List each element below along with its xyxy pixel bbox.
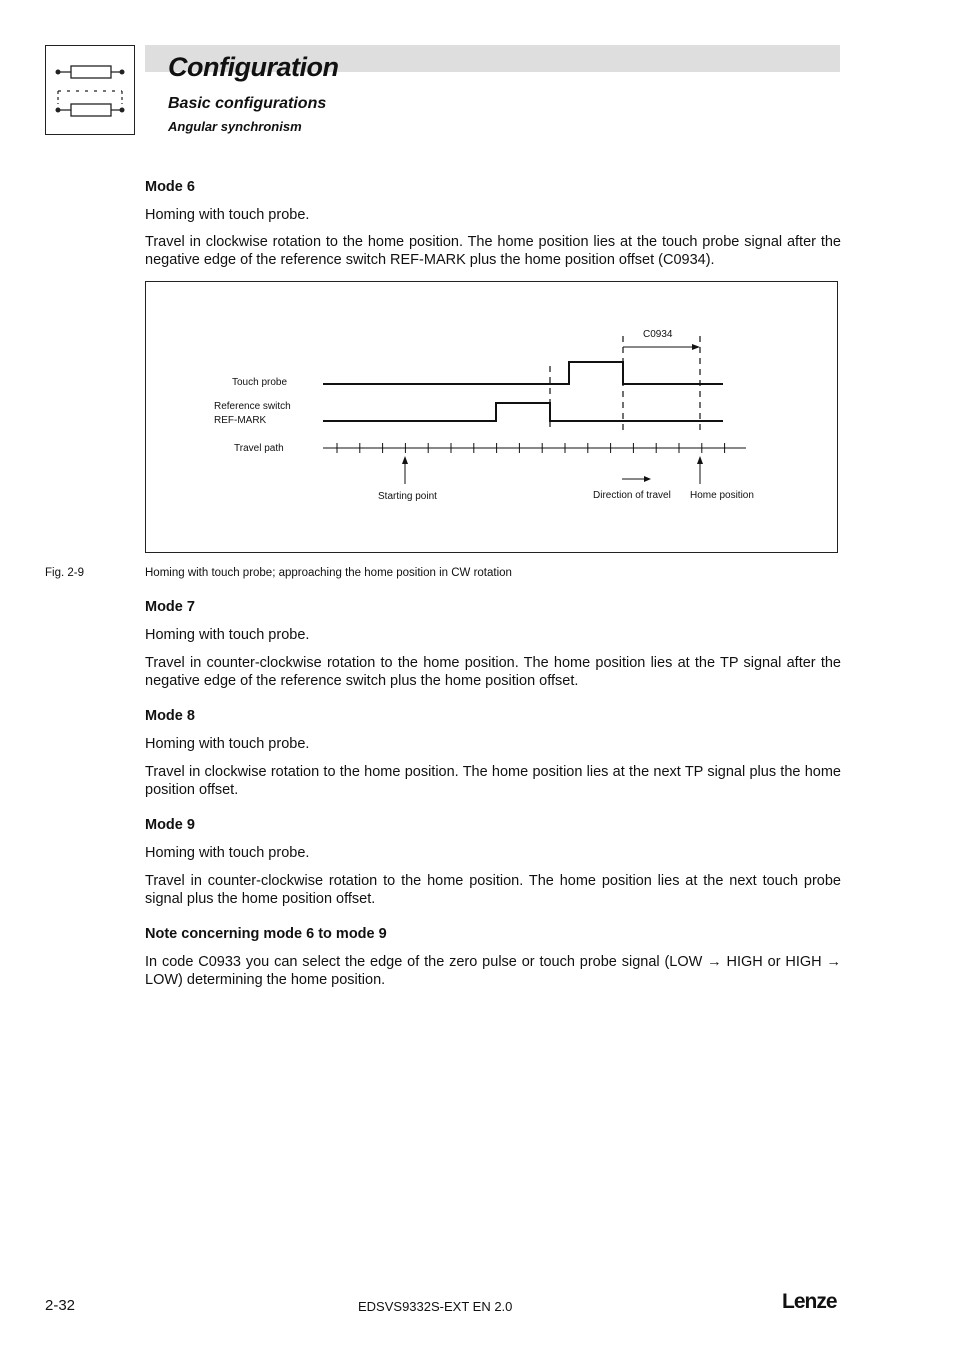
mode8-intro: Homing with touch probe. bbox=[145, 736, 310, 752]
mode7-heading: Mode 7 bbox=[145, 599, 195, 615]
ref-mark-label: REF-MARK bbox=[214, 415, 267, 426]
direction-arrow-head bbox=[644, 476, 651, 482]
figure-caption: Homing with touch probe; approaching the home position in CW rotation bbox=[145, 567, 512, 579]
mode8-description: Travel in clockwise rotation to the home position. The home position lies at the next TP signal plus the home position offset. bbox=[145, 764, 841, 798]
reference-switch-signal bbox=[323, 403, 723, 421]
mode8-heading: Mode 8 bbox=[145, 708, 195, 724]
page-number: 2-32 bbox=[45, 1297, 76, 1314]
mode9-heading: Mode 9 bbox=[145, 817, 195, 833]
figure-number: Fig. 2-9 bbox=[45, 567, 84, 579]
mode7-intro: Homing with touch probe. bbox=[145, 627, 310, 643]
touch-probe-signal bbox=[323, 362, 723, 384]
mode7-description: Travel in counter-clockwise rotation to the home position. The home position lies at the TP signal after the negative edge of the reference switch plus the home position offset. bbox=[145, 655, 841, 689]
parallel-resistors-icon bbox=[46, 46, 134, 134]
home-position-arrow-head bbox=[697, 456, 703, 464]
mode9-intro: Homing with touch probe. bbox=[145, 845, 310, 861]
document-id: EDSVS9332S-EXT EN 2.0 bbox=[358, 1299, 513, 1314]
brand-logo: Lenze bbox=[782, 1290, 837, 1313]
subsection-title: Angular synchronism bbox=[168, 119, 302, 134]
section-title: Basic configurations bbox=[168, 95, 327, 112]
mode9-description: Travel in counter-clockwise rotation to the home position. The home position lies at the next touch probe signal plus the home position offset. bbox=[145, 873, 841, 907]
travel-path-label: Travel path bbox=[234, 443, 284, 454]
home-position-label: Home position bbox=[690, 490, 754, 501]
starting-point-arrow-head bbox=[402, 456, 408, 464]
note-heading: Note concerning mode 6 to mode 9 bbox=[145, 926, 387, 942]
chapter-logo bbox=[45, 45, 135, 135]
offset-code-label: C0934 bbox=[643, 329, 673, 340]
mode6-description: Travel in clockwise rotation to the home position. The home position lies at the touch probe signal after the negative edge of the reference switch REF-MARK plus the home position offset (C0934). bbox=[145, 234, 841, 268]
reference-switch-label: Reference switch bbox=[214, 401, 291, 412]
note-text: In code C0933 you can select the edge of the zero pulse or touch probe signal (LOW → HIGH or HIGH → LOW) determining the home position. bbox=[145, 954, 841, 988]
mode6-heading: Mode 6 bbox=[145, 179, 195, 195]
starting-point-label: Starting point bbox=[378, 491, 437, 502]
touch-probe-label: Touch probe bbox=[232, 377, 288, 388]
mode6-intro: Homing with touch probe. bbox=[145, 207, 310, 223]
timing-diagram bbox=[145, 281, 838, 553]
offset-arrow-head bbox=[692, 344, 700, 350]
page-title: Configuration bbox=[168, 52, 339, 82]
direction-label: Direction of travel bbox=[593, 490, 671, 501]
